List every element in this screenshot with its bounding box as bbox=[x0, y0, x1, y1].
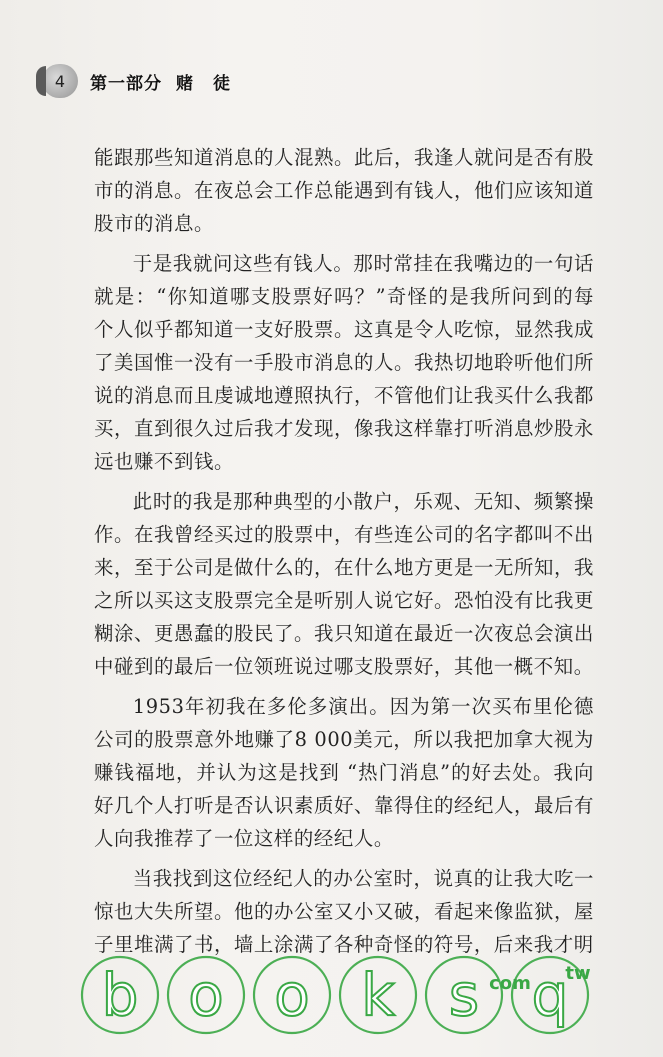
running-header bbox=[42, 64, 230, 98]
watermark-circle-k bbox=[340, 957, 416, 1033]
watermark-letter-k: k bbox=[361, 961, 395, 1029]
watermark-letter-o1: o bbox=[188, 961, 224, 1029]
watermark-tw: tw bbox=[565, 963, 591, 984]
paragraph-5: 当我找到这位经纪人的办公室时，说真的让我大吃一惊也大失所望。他的办公室又小又破，看起来像监狱，屋子里堆满了书，墙上涂满了各种奇怪的符号，后来我才明 bbox=[94, 867, 594, 956]
paragraph-1: 能跟那些知道消息的人混熟。此后，我逢人就问是否有股市的消息。在夜总会工作总能遇到有钱人，他们应该知道股市的消息。 bbox=[94, 146, 594, 235]
watermark-circle-o1 bbox=[168, 957, 244, 1033]
watermark-circle-q bbox=[512, 957, 591, 1033]
paragraph-2: 于是我就问这些有钱人。那时常挂在我嘴边的一句话就是：“你知道哪支股票好吗？”奇怪的是我所问到的每个人似乎都知道一支好股票。这真是令人吃惊，显然我成了美国惟一没有一手股市消息的人。我热切地聆听他们所说的消息而且虔诚地遵照执行，不管他们让我买什么我都买，直到很久过后我才发现，像我这样靠打听消息炒股永远也赚不到钱。 bbox=[94, 252, 594, 473]
watermark-letter-s: s bbox=[448, 961, 480, 1029]
paragraph-4: 1953年初我在多伦多演出。因为第一次买布里伦德公司的股票意外地赚了8 000美元，所以我把加拿大视为赚钱福地，并认为这是找到 “热门消息”的好去处。我向好几个人打听是否认识素质好、靠得住的经纪人，最后有人向我推荐了一位这样的经纪人。 bbox=[94, 695, 594, 850]
chapter-title-char-2: 徒 bbox=[213, 73, 230, 94]
part-label: 第一部分 bbox=[90, 73, 162, 94]
paragraph-3: 此时的我是那种典型的小散户，乐观、无知、频繁操作。在我曾经买过的股票中，有些连公司的名字都叫不出来，至于公司是做什么的，在什么地方更是一无所知，我之所以买这支股票完全是听别人说它好。恐怕没有比我更糊涂、更愚蠢的股民了。我只知道在最近一次夜总会演出中碰到的最后一位领班说过哪支股票好，其他一概不知。 bbox=[94, 490, 594, 678]
watermark-com: com bbox=[489, 973, 531, 994]
page-number: 4 bbox=[54, 71, 66, 91]
watermark-circle-s bbox=[426, 957, 502, 1033]
watermark-circle-b bbox=[82, 957, 158, 1033]
watermark-letter-q: q bbox=[531, 961, 569, 1029]
page-number-badge bbox=[42, 64, 78, 98]
watermark-letter-b: b bbox=[101, 961, 139, 1029]
chapter-title-char-1: 赌 bbox=[176, 73, 193, 94]
body-text bbox=[94, 141, 594, 968]
watermark-circle-o2 bbox=[254, 957, 330, 1033]
watermark-letter-o2: o bbox=[274, 961, 310, 1029]
